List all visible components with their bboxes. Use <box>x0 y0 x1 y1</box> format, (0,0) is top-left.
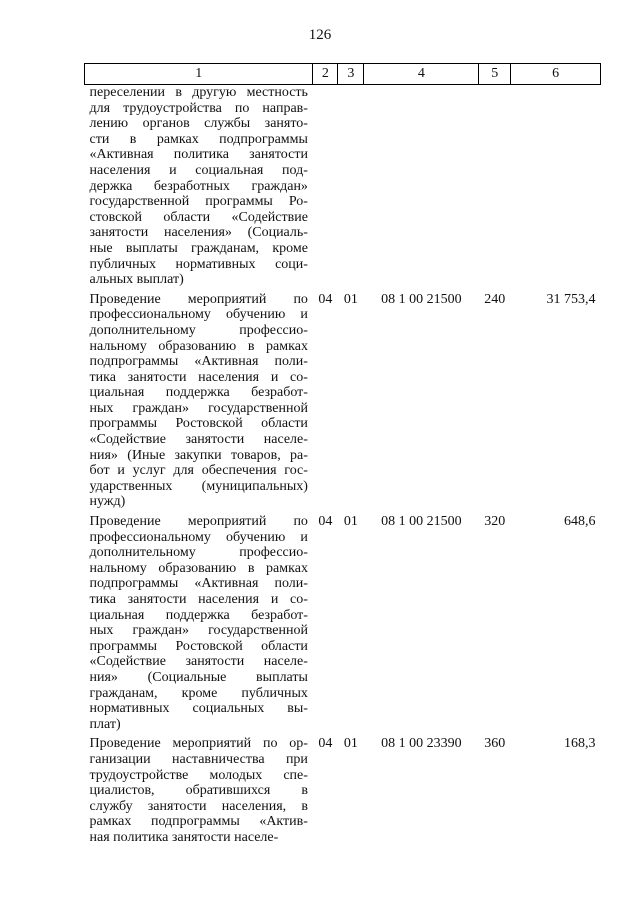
amount-value: 168,3 <box>564 736 596 752</box>
description-line: ударственных (муниципальных) <box>89 478 308 494</box>
description-line: для трудоустройства по направ- <box>89 100 308 116</box>
description-line: циальная поддержка безработ- <box>89 607 308 623</box>
description-line: тика занятости населения и со- <box>89 369 308 385</box>
column-header-1: 1 <box>85 64 313 85</box>
section-code <box>313 85 338 292</box>
column-header-3: 3 <box>338 64 364 85</box>
subsection-code: 01 <box>343 736 358 752</box>
amount-value: 648,6 <box>564 514 596 530</box>
description-line: профессиональному обучению и <box>89 529 308 545</box>
row-description <box>85 514 313 736</box>
target-article-code <box>364 85 479 292</box>
description-line: занятости населения» (Социаль- <box>89 225 308 241</box>
amount-value <box>511 85 601 292</box>
table-row <box>85 85 601 292</box>
row-description <box>85 736 313 849</box>
description-line: ных граждан» государственной <box>89 623 308 639</box>
description-line: ных граждан» государственной <box>89 400 308 416</box>
description-line: трудоустройстве молодых спе- <box>89 767 308 783</box>
row-description <box>85 85 313 292</box>
subsection-code <box>338 85 364 292</box>
description-line: «Активная политика занятости <box>89 147 308 163</box>
description-line: ная политика занятости населе- <box>89 829 279 845</box>
description-line: стовской области «Содействие <box>89 209 308 225</box>
description-line: гражданам, кроме публичных <box>89 685 308 701</box>
description-line: рамках подпрограммы «Актив- <box>89 814 308 830</box>
description-line: «Содействие занятости населе- <box>89 654 308 670</box>
target-article-code: 08 1 00 23390 <box>381 736 462 752</box>
table-row <box>85 736 601 849</box>
description-line: ния» (Социальные выплаты <box>89 669 308 685</box>
description-line: переселении в другую местность <box>89 85 308 100</box>
section-code: 04 <box>318 736 333 752</box>
expense-type-code: 240 <box>484 291 506 307</box>
description-line: Проведение мероприятий по <box>89 514 308 530</box>
column-header-4: 4 <box>364 64 479 85</box>
section-code: 04 <box>318 514 333 530</box>
description-line: альных выплат) <box>89 272 184 288</box>
description-line: дополнительному професcио- <box>89 545 308 561</box>
description-line: подпрограммы «Активная поли- <box>89 576 308 592</box>
description-line: ния» (Иные закупки товаров, ра- <box>89 447 308 463</box>
description-line: подпрограммы «Активная поли- <box>89 354 308 370</box>
table-row <box>85 514 601 736</box>
description-line: государственной программы Ро- <box>89 194 308 210</box>
description-line: нормативных социальных вы- <box>89 701 308 717</box>
description-line: тика занятости населения и со- <box>89 592 308 607</box>
description-line: программы Ростовской области <box>89 416 308 432</box>
description-line: «Содействие занятости населе- <box>89 432 308 448</box>
description-line: бот и услуг для обеспечения гос- <box>89 463 308 479</box>
description-line: циальная поддержка безработ- <box>89 385 308 401</box>
target-article-code: 08 1 00 21500 <box>381 291 462 307</box>
row-description <box>85 292 313 514</box>
column-header-6: 6 <box>511 64 601 85</box>
subsection-code: 01 <box>343 514 358 530</box>
expense-type-code <box>479 85 511 292</box>
column-header-2: 2 <box>313 64 338 85</box>
target-article-code: 08 1 00 21500 <box>381 514 462 530</box>
description-line: Проведение мероприятий по ор- <box>89 736 308 752</box>
subsection-code: 01 <box>343 291 358 307</box>
description-line: Проведение мероприятий по <box>89 291 308 307</box>
expense-type-code: 360 <box>484 736 506 752</box>
description-line: нужд) <box>89 494 126 510</box>
table-header <box>85 64 601 85</box>
table-body <box>85 85 601 850</box>
description-line: ные выплаты гражданам, кроме <box>89 240 308 256</box>
budget-table <box>84 63 601 850</box>
section-code: 04 <box>318 291 333 307</box>
description-line: сти в рамках подпрограммы <box>89 131 308 147</box>
description-line: профессиональному обучению и <box>89 307 308 323</box>
description-line: держка безработных граждан» <box>89 178 308 194</box>
page-number: 126 <box>308 27 332 43</box>
amount-value: 31 753,4 <box>546 291 596 307</box>
description-line: дополнительному професcио- <box>89 322 308 338</box>
description-line: циалистов, обратившихся в <box>89 783 308 799</box>
description-line: службу занятости населения, в <box>89 798 308 814</box>
description-line: программы Ростовской области <box>89 638 308 654</box>
description-line: плат) <box>89 716 121 732</box>
description-line: лению органов службы занято- <box>89 116 308 132</box>
expense-type-code: 320 <box>484 514 506 530</box>
description-line: публичных нормативных соци- <box>89 256 308 272</box>
description-line: нальному образованию в рамках <box>89 560 308 576</box>
column-header-5: 5 <box>479 64 511 85</box>
description-line: ганизации наставничества при <box>89 751 308 767</box>
table-row <box>85 292 601 514</box>
description-line: нальному образованию в рамках <box>89 338 308 354</box>
description-line: населения и социальная под- <box>89 162 308 178</box>
